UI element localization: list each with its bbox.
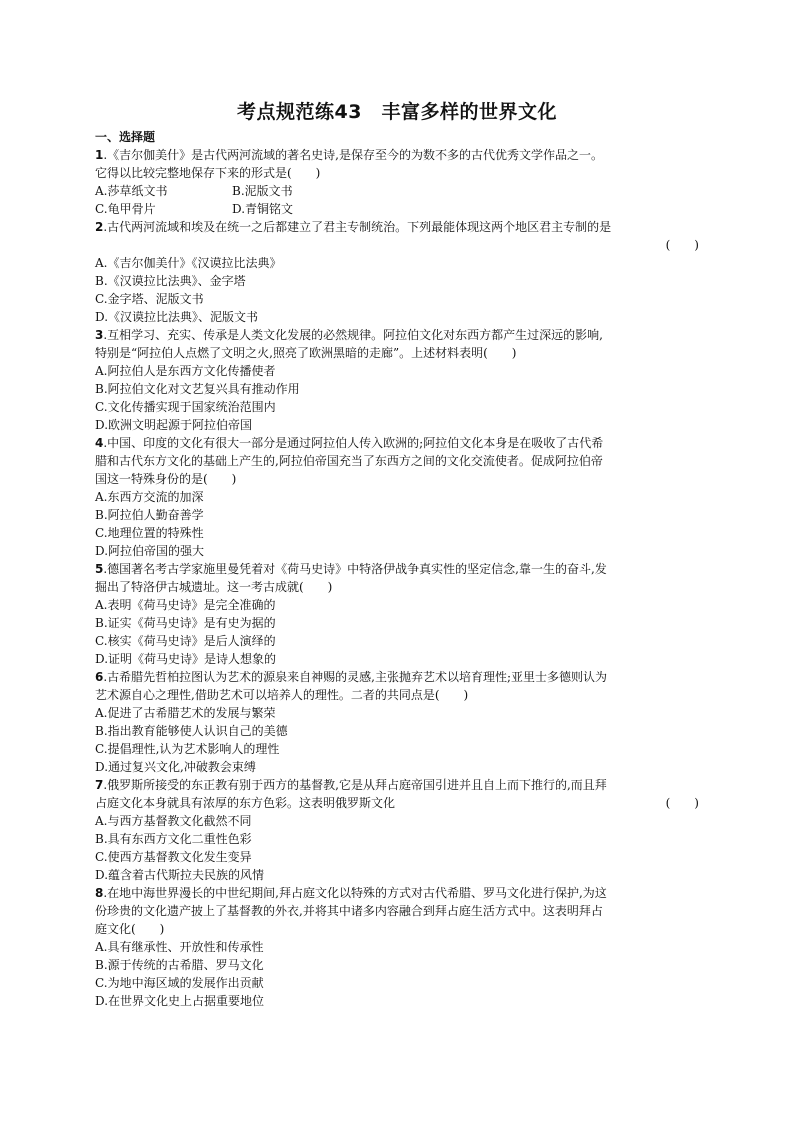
- stem-line: [95, 452, 699, 470]
- question-number: 6: [95, 670, 104, 684]
- question-number: 8: [95, 886, 104, 900]
- option-row: [95, 182, 699, 200]
- answer-option: A.表明《荷马史诗》是完全准确的: [95, 598, 276, 612]
- question-list: [95, 146, 699, 1010]
- stem-line: [95, 560, 699, 578]
- question-stem: [95, 560, 699, 596]
- answer-option: B.证实《荷马史诗》是有史为据的: [95, 616, 276, 630]
- stem-line: [95, 794, 699, 812]
- stem-text: 艺术源自心之理性,借助艺术可以培养人的理性。二者的共同点是( ): [95, 688, 469, 702]
- answer-option: B.源于传统的古希腊、罗马文化: [95, 958, 264, 972]
- stem-line: [95, 218, 699, 236]
- stem-text: 份珍贵的文化遗产披上了基督教的外衣,并将其中诸多内容融合到拜占庭生活方式中。这表明拜占: [95, 904, 603, 918]
- question-8: [95, 884, 699, 1010]
- question-3: [95, 326, 699, 434]
- answer-option: B.阿拉伯人勤奋善学: [95, 508, 204, 522]
- stem-text: .中国、印度的文化有很大一部分是通过阿拉伯人传入欧洲的;阿拉伯文化本身是在吸收了古代希: [103, 436, 604, 450]
- stem-text: 庭文化( ): [95, 922, 165, 936]
- question-7: [95, 776, 699, 884]
- question-5: [95, 560, 699, 668]
- answer-option: C.核实《荷马史诗》是后人演绎的: [95, 634, 276, 648]
- question-stem: [95, 218, 699, 254]
- answer-option: D.阿拉伯帝国的强大: [95, 544, 205, 558]
- answer-option: D.《汉谟拉比法典》、泥版文书: [95, 310, 259, 324]
- stem-line: [95, 326, 699, 344]
- question-stem: [95, 668, 699, 704]
- answer-option: D.青铜铭文: [232, 202, 294, 216]
- option-row: [95, 200, 699, 218]
- stem-line: [95, 344, 699, 362]
- stem-line: [95, 920, 699, 938]
- stem-text: 掘出了特洛伊古城遗址。这一考古成就( ): [95, 580, 333, 594]
- question-6: [95, 668, 699, 776]
- stem-line: [95, 578, 699, 596]
- answer-blank: ( ): [665, 238, 699, 252]
- answer-option: B.指出教育能够使人认识自己的美德: [95, 724, 288, 738]
- question-4: [95, 434, 699, 560]
- answer-option: D.通过复兴文化,冲破教会束缚: [95, 760, 256, 774]
- stem-line: [95, 668, 699, 686]
- answer-option: A.《吉尔伽美什》《汉谟拉比法典》: [95, 256, 282, 270]
- stem-text: .古希腊先哲柏拉图认为艺术的源泉来自神赐的灵感,主张抛弃艺术以培育理性;亚里士多德则认为: [103, 670, 608, 684]
- stem-text: 国这一特殊身份的是( ): [95, 472, 237, 486]
- answer-blank: ( ): [665, 796, 699, 810]
- section-heading: 一、选择题: [95, 130, 156, 144]
- answer-option: B.阿拉伯文化对文艺复兴具有推动作用: [95, 382, 300, 396]
- stem-line: [95, 776, 699, 794]
- answer-option: C.文化传播实现于国家统治范围内: [95, 400, 276, 414]
- answer-option: C.提倡理性,认为艺术影响人的理性: [95, 742, 280, 756]
- answer-option: D.蕴含着古代斯拉夫民族的风情: [95, 868, 265, 882]
- stem-line: [95, 884, 699, 902]
- answer-option: B.具有东西方文化二重性色彩: [95, 832, 252, 846]
- question-stem: [95, 326, 699, 362]
- stem-text: 腊和古代东方文化的基础上产生的,阿拉伯帝国充当了东西方之间的文化交流使者。促成阿拉伯帝: [95, 454, 603, 468]
- question-number: 7: [95, 778, 104, 792]
- question-stem: [95, 146, 699, 182]
- stem-text: 特别是“阿拉伯人点燃了文明之火,照亮了欧洲黑暗的走廊”。上述材料表明( ): [95, 346, 517, 360]
- answer-option: C.为地中海区域的发展作出贡献: [95, 976, 264, 990]
- answer-option: C.金字塔、泥版文书: [95, 292, 204, 306]
- stem-text: .互相学习、充实、传承是人类文化发展的必然规律。阿拉伯文化对东西方都产生过深远的影响,: [103, 328, 603, 342]
- question-2: [95, 218, 699, 326]
- question-number: 1: [95, 148, 104, 162]
- stem-text: .《吉尔伽美什》是古代两河流域的著名史诗,是保存至今的为数不多的古代优秀文学作品之一。: [103, 148, 603, 162]
- question-number: 5: [95, 562, 104, 576]
- answer-option: B.泥版文书: [232, 184, 293, 198]
- question-number: 2: [95, 220, 104, 234]
- answer-option: D.证明《荷马史诗》是诗人想象的: [95, 652, 277, 666]
- page-title: 考点规范练43 丰富多样的世界文化: [237, 101, 557, 123]
- stem-line: [95, 434, 699, 452]
- question-stem: [95, 434, 699, 488]
- answer-option: A.莎草纸文书: [95, 184, 168, 198]
- stem-text: .古代两河流域和埃及在统一之后都建立了君主专制统治。下列最能体现这两个地区君主专制的是: [103, 220, 612, 234]
- question-number: 3: [95, 328, 104, 342]
- question-stem: [95, 776, 699, 812]
- stem-text: .在地中海世界漫长的中世纪期间,拜占庭文化以特殊的方式对古代希腊、罗马文化进行保护,为这: [103, 886, 607, 900]
- worksheet-page: [95, 98, 699, 1010]
- answer-option: A.与西方基督教文化截然不同: [95, 814, 252, 828]
- question-number: 4: [95, 436, 104, 450]
- stem-text: 它得以比较完整地保存下来的形式是( ): [95, 166, 321, 180]
- stem-text: .德国著名考古学家施里曼凭着对《荷马史诗》中特洛伊战争真实性的坚定信念,靠一生的奋斗,发: [103, 562, 607, 576]
- stem-line: [95, 686, 699, 704]
- question-stem: [95, 884, 699, 938]
- stem-line: [95, 164, 699, 182]
- answer-option: B.《汉谟拉比法典》、金字塔: [95, 274, 246, 288]
- answer-option: D.在世界文化史上占据重要地位: [95, 994, 265, 1008]
- answer-option: C.使西方基督教文化发生变异: [95, 850, 252, 864]
- stem-line: [95, 902, 699, 920]
- stem-line: [95, 146, 699, 164]
- answer-option: C.龟甲骨片: [95, 202, 156, 216]
- answer-option: A.东西方交流的加深: [95, 490, 204, 504]
- stem-text: .俄罗斯所接受的东正教有别于西方的基督教,它是从拜占庭帝国引进并且自上而下推行的,而且拜: [103, 778, 607, 792]
- answer-option: A.促进了古希腊艺术的发展与繁荣: [95, 706, 276, 720]
- answer-option: A.具有继承性、开放性和传承性: [95, 940, 264, 954]
- answer-option: C.地理位置的特殊性: [95, 526, 204, 540]
- answer-option: A.阿拉伯人是东西方文化传播使者: [95, 364, 276, 378]
- stem-text: 占庭文化本身就具有浓厚的东方色彩。这表明俄罗斯文化: [95, 796, 396, 810]
- stem-line: [95, 470, 699, 488]
- answer-option: D.欧洲文明起源于阿拉伯帝国: [95, 418, 253, 432]
- question-1: [95, 146, 699, 218]
